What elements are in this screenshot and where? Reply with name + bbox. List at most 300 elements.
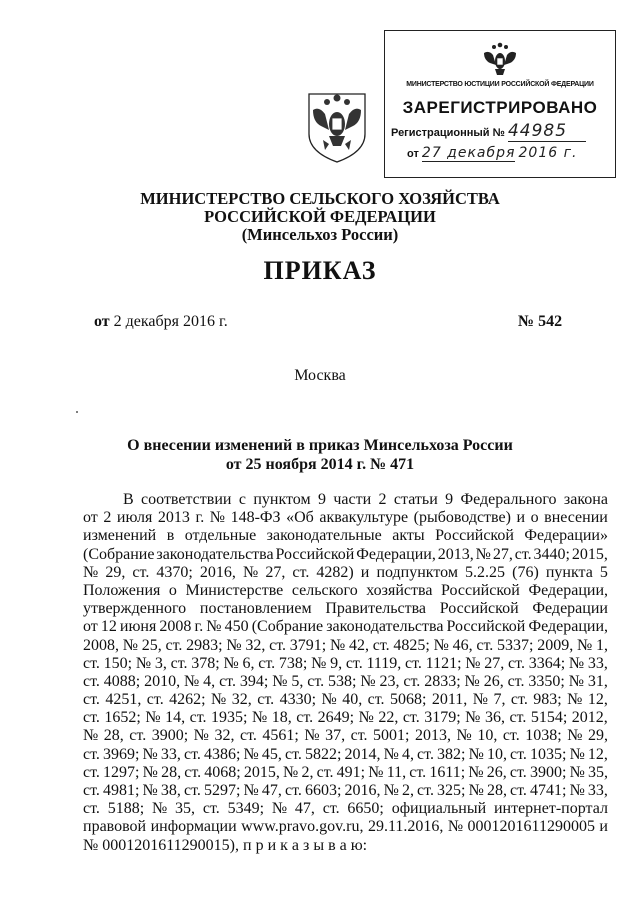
body-word: 2008 xyxy=(159,618,192,636)
body-word: ст. xyxy=(129,727,147,745)
body-word: 150; xyxy=(103,654,133,672)
body-line xyxy=(83,727,608,745)
stamp-date-handwritten: 27 декабря xyxy=(421,145,516,161)
body-word: ст. xyxy=(239,727,257,745)
body-word: 33, xyxy=(587,782,608,799)
body-word: № xyxy=(151,800,168,818)
body-word: ст. xyxy=(292,563,310,581)
body-line xyxy=(83,782,608,800)
body-word: 26, xyxy=(486,763,507,781)
body-word: 4561; xyxy=(262,727,299,745)
body-word: 26, xyxy=(483,672,504,690)
body-word: ст. xyxy=(372,636,390,654)
body-word: ст. xyxy=(83,800,100,818)
body-word: № xyxy=(184,672,200,690)
body-word: 5, xyxy=(291,672,304,690)
body-word: законодательства xyxy=(326,618,444,636)
body-word: ст. xyxy=(165,636,183,654)
body-word: ст. xyxy=(170,654,188,672)
body-word: внесении xyxy=(544,509,608,527)
body-word: 1, xyxy=(595,636,608,654)
body-word: ст. xyxy=(83,782,100,799)
body-word: 3364; xyxy=(528,654,566,672)
body-word: 42, xyxy=(348,636,369,654)
body-word: 4981; xyxy=(102,782,140,799)
body-line xyxy=(83,637,608,655)
body-word: о xyxy=(530,509,539,527)
body-word: Федерального xyxy=(460,491,557,508)
body-word: № xyxy=(145,709,161,727)
body-word: 394; xyxy=(239,672,269,690)
body-word: 33, xyxy=(160,745,181,763)
body-word: о xyxy=(168,581,177,599)
stamp-registered-label: ЗАРЕГИСТРИРОВАНО xyxy=(402,98,598,117)
body-word: соответствии xyxy=(141,491,232,508)
body-word: 2 xyxy=(378,491,387,508)
body-word: 0001201611290005 xyxy=(467,818,595,836)
body-word: 12, xyxy=(587,745,608,763)
body-word: 14, xyxy=(165,709,186,727)
body-word: отдельные xyxy=(184,527,257,545)
body-word: ст. xyxy=(258,654,276,672)
body-word: ст. xyxy=(269,636,287,654)
body-word: 2 xyxy=(103,509,112,527)
body-word: 10, xyxy=(486,745,507,763)
body-word: 28, xyxy=(161,763,182,781)
body-word: ст. xyxy=(83,672,100,690)
body-word: аквакультуре xyxy=(319,509,409,527)
body-word: 2013, xyxy=(437,545,474,563)
subject-line2: от 25 ноября 2014 г. № 471 xyxy=(225,456,415,473)
body-word: № xyxy=(223,654,239,672)
body-word: Российской xyxy=(446,618,526,636)
body-word: правовой xyxy=(83,818,147,836)
body-word: Российской xyxy=(441,581,520,599)
body-word: 3900; xyxy=(529,763,567,781)
body-word: ст. xyxy=(367,691,385,709)
body-word: № xyxy=(272,672,288,690)
body-word: утвержденного xyxy=(83,600,187,618)
body-word: (76) xyxy=(512,563,539,581)
body-word: 32, xyxy=(231,691,252,709)
body-word: изменений xyxy=(83,527,157,545)
body-word: № xyxy=(567,727,583,745)
body-word: г. xyxy=(195,509,205,527)
body-line xyxy=(83,546,608,564)
body-word: 33, xyxy=(587,654,608,672)
body-word: № xyxy=(83,563,99,581)
body-word: ст. xyxy=(508,654,525,672)
body-word: 983; xyxy=(533,691,562,709)
body-word: 4386; xyxy=(203,745,241,763)
body-word: в xyxy=(166,527,175,545)
body-word: ст. xyxy=(510,782,527,799)
body-word: 1652; xyxy=(104,709,141,727)
body-word: г. xyxy=(194,618,204,636)
body-word: и xyxy=(360,563,370,581)
body-word: № xyxy=(83,727,99,745)
body-word: 5.2.25 xyxy=(465,563,506,581)
body-line xyxy=(83,564,608,582)
body-word: 23, xyxy=(379,672,400,690)
body-word: № xyxy=(475,545,491,563)
body-word: № xyxy=(122,636,139,654)
body-word: 7, xyxy=(493,691,506,709)
body-word: № xyxy=(193,727,209,745)
body-word: ст. xyxy=(83,709,100,727)
city-label: Москва xyxy=(294,367,346,384)
body-word: 491; xyxy=(336,763,366,781)
body-word: от xyxy=(83,509,98,527)
body-word: Российской xyxy=(435,527,514,545)
body-word: 35, xyxy=(587,763,608,781)
body-word: 12 xyxy=(100,618,117,636)
body-word: 1038; xyxy=(525,727,562,745)
body-line xyxy=(83,691,608,709)
body-word: 4, xyxy=(401,745,414,763)
order-date-value: 2 декабря 2016 г. xyxy=(113,313,228,330)
body-word: № xyxy=(468,745,484,763)
body-line xyxy=(83,746,608,764)
body-word: ст. xyxy=(510,745,527,763)
body-word: Федерации, xyxy=(528,581,608,599)
body-line xyxy=(83,582,608,600)
body-word: 4262; xyxy=(169,691,206,709)
body-word: № xyxy=(568,654,585,672)
stamp-registration-line xyxy=(391,121,586,142)
order-date-prefix: от xyxy=(94,313,110,330)
body-word: 2649; xyxy=(317,709,355,727)
ministry-short-name: (Минсельхоз России) xyxy=(241,225,399,244)
body-word: ст. xyxy=(184,763,202,781)
body-word: 3791; xyxy=(289,636,327,654)
body-word: 29, xyxy=(105,563,126,581)
body-line xyxy=(83,491,608,509)
body-word: 2016, xyxy=(344,782,381,799)
body-word: 2012, xyxy=(571,709,608,727)
stamp-date-line xyxy=(407,145,577,162)
body-word: № xyxy=(211,691,227,709)
body-word: ст. xyxy=(83,745,100,763)
body-word: 2009, xyxy=(537,636,574,654)
body-word: № xyxy=(142,745,158,763)
body-word: № xyxy=(209,509,226,527)
body-word: 2015, xyxy=(243,763,280,781)
body-word: 9 xyxy=(317,491,326,508)
order-body-text xyxy=(83,491,608,855)
body-word: № xyxy=(465,654,481,672)
body-word: 1119, xyxy=(366,654,402,672)
body-word: 40, xyxy=(342,691,363,709)
body-word: ст. xyxy=(83,763,100,781)
body-word: ст. xyxy=(350,727,368,745)
body-word: ст. xyxy=(284,745,302,763)
body-word: 18, xyxy=(271,709,292,727)
body-word: № xyxy=(243,563,259,581)
body-word: 325; xyxy=(437,782,466,799)
body-word: № xyxy=(226,636,242,654)
body-word: 4251, xyxy=(105,691,142,709)
body-word: 29, xyxy=(587,727,608,745)
body-word: ст. xyxy=(257,691,275,709)
order-number: № 542 xyxy=(518,313,563,330)
body-word: № xyxy=(456,727,472,745)
body-word: 1121; xyxy=(425,654,462,672)
body-word: (рыбоводстве) xyxy=(413,509,511,527)
body-word: с xyxy=(238,491,246,508)
body-word: 22, xyxy=(378,709,399,727)
body-word: хозяйства xyxy=(366,581,433,599)
body-word: 2016, xyxy=(199,563,236,581)
body-word: № xyxy=(271,800,288,818)
body-word: 28, xyxy=(486,782,507,799)
body-line xyxy=(83,800,608,818)
body-word: ст. xyxy=(405,654,422,672)
body-word: 3350; xyxy=(528,672,565,690)
body-word: 3440; xyxy=(533,545,570,563)
body-word: № xyxy=(464,672,480,690)
body-word: и xyxy=(599,818,608,836)
body-word: 27, xyxy=(484,654,505,672)
body-word: № xyxy=(567,691,583,709)
body-word: 3900; xyxy=(151,727,189,745)
body-word: № xyxy=(383,782,399,799)
body-word: 3, xyxy=(154,654,167,672)
stamp-date-prefix: от xyxy=(407,148,419,160)
body-line xyxy=(83,764,608,782)
body-word: № xyxy=(304,727,320,745)
body-word: Российской xyxy=(439,600,519,618)
body-word: № xyxy=(321,691,337,709)
body-word: 2013, xyxy=(415,727,452,745)
ministry-name-line2: РОССИЙСКОЙ ФЕДЕРАЦИИ xyxy=(204,207,436,226)
body-word: 37, xyxy=(325,727,346,745)
body-word: № xyxy=(329,636,346,654)
body-word: 9, xyxy=(330,654,343,672)
stamp-registration-label: Регистрационный № xyxy=(391,127,505,139)
body-line xyxy=(83,618,608,636)
speck-mark xyxy=(76,411,78,413)
body-word: 4282) xyxy=(316,563,354,581)
body-word: В xyxy=(123,491,134,508)
body-word: Федерации» xyxy=(524,527,608,545)
body-word: № xyxy=(135,654,152,672)
body-word: ст. xyxy=(307,672,325,690)
body-word: 25, xyxy=(141,636,162,654)
body-word: № xyxy=(243,782,259,799)
body-line xyxy=(83,600,608,618)
body-word: 29.11.2016, xyxy=(367,818,444,836)
body-word: официальный xyxy=(391,800,487,818)
body-word: 10, xyxy=(477,727,498,745)
body-word: № xyxy=(433,636,449,654)
body-word: № xyxy=(468,782,484,799)
body-word: ст. xyxy=(189,709,207,727)
body-word: 4068; xyxy=(204,763,241,781)
body-word: 5068; xyxy=(389,691,427,709)
body-word: ст. xyxy=(476,636,494,654)
body-word: Министерстве xyxy=(185,581,284,599)
body-line xyxy=(83,509,608,527)
body-word: части xyxy=(333,491,372,508)
stamp-registration-number: 44985 xyxy=(508,121,586,142)
document-type-title: ПРИКАЗ xyxy=(263,256,377,285)
body-word: Федерации, xyxy=(528,618,608,636)
body-word: № xyxy=(465,709,481,727)
body-word: ст. xyxy=(417,745,434,763)
body-word: 5297; xyxy=(203,782,241,799)
body-word: 2, xyxy=(401,782,414,799)
body-word: 378; xyxy=(191,654,220,672)
body-word: Федерации xyxy=(532,600,608,618)
body-word: ст. xyxy=(403,672,421,690)
body-word: ст. xyxy=(509,709,527,727)
body-word: информации xyxy=(150,818,237,836)
body-word: 2015, xyxy=(571,545,608,563)
body-word: 47, xyxy=(261,782,282,799)
body-word: 9 xyxy=(445,491,454,508)
body-word: ст. xyxy=(146,691,164,709)
body-word: 31, xyxy=(587,672,608,690)
body-word: 11, xyxy=(386,763,407,781)
body-word: 1035; xyxy=(530,745,567,763)
body-word: ст. xyxy=(219,672,236,690)
body-word: № 0001201611290015), п р и к а з ы в а ю: xyxy=(83,836,368,854)
body-word: закона xyxy=(563,491,608,508)
body-word: № xyxy=(472,691,489,709)
body-word: 46, xyxy=(452,636,473,654)
body-word: 5001; xyxy=(373,727,410,745)
body-word: ст. xyxy=(83,691,100,709)
body-word: 35, xyxy=(175,800,196,818)
stamp-ministry-label: МИНИСТЕРСТВО ЮСТИЦИИ РОССИЙСКОЙ ФЕДЕРАЦИИ xyxy=(406,81,594,88)
body-word: законодательные xyxy=(266,527,382,545)
subject-line1: О внесении изменений в приказ Минсельхоза России xyxy=(127,437,513,454)
body-word: № xyxy=(358,709,374,727)
body-line xyxy=(83,527,608,545)
body-word: 38, xyxy=(160,782,181,799)
body-word: пункта xyxy=(545,563,593,581)
body-word: ст. xyxy=(183,745,201,763)
body-word: июня xyxy=(119,618,157,636)
order-date xyxy=(94,313,228,331)
body-word: интернет-портал xyxy=(493,800,608,818)
body-word: ст. xyxy=(202,800,220,818)
body-word: подпунктом xyxy=(376,563,458,581)
body-word: ст. xyxy=(132,563,150,581)
body-word: 2010, xyxy=(144,672,181,690)
body-word: 2833; xyxy=(424,672,461,690)
body-word: ст. xyxy=(83,654,100,672)
body-word: 27, xyxy=(265,563,286,581)
body-word: статьи xyxy=(393,491,438,508)
body-word: ст. xyxy=(417,782,434,799)
body-word: 538; xyxy=(328,672,357,690)
body-word: 2008, xyxy=(83,636,119,654)
body-word: 4741; xyxy=(530,782,567,799)
body-word: 36, xyxy=(484,709,505,727)
body-word: 1297; xyxy=(103,763,140,781)
body-word: 148-ФЗ xyxy=(230,509,281,527)
body-word: ст. xyxy=(296,709,314,727)
body-word: «Об xyxy=(286,509,314,527)
body-word: 27, xyxy=(492,545,513,563)
body-word: пунктом xyxy=(253,491,311,508)
body-word: ст. xyxy=(409,763,427,781)
body-line xyxy=(83,709,608,727)
body-word: № xyxy=(447,818,464,836)
ministry-name-line1: МИНИСТЕРСТВО СЕЛЬСКОГО ХОЗЯЙСТВА xyxy=(140,189,500,208)
body-word: 3969; xyxy=(102,745,140,763)
body-word: № xyxy=(251,709,268,727)
body-word: ст. xyxy=(284,782,302,799)
body-word: 32, xyxy=(214,727,235,745)
body-word: 2013 xyxy=(157,509,190,527)
body-word: № xyxy=(206,618,222,636)
body-word: № xyxy=(383,745,399,763)
body-word: Положения xyxy=(83,581,161,599)
body-word: от xyxy=(83,618,98,636)
body-word: Российской xyxy=(275,545,355,563)
body-word: 6650; xyxy=(347,800,384,818)
stamp-date-year: 2016 г. xyxy=(518,145,578,161)
body-word: № xyxy=(569,763,585,781)
body-word: 6, xyxy=(242,654,255,672)
body-word: 3179; xyxy=(424,709,461,727)
body-word: ст. xyxy=(510,691,528,709)
body-word: Правительства xyxy=(325,600,427,618)
body-word: № xyxy=(576,636,593,654)
body-word: (Собрание xyxy=(83,545,155,563)
body-word: ст. xyxy=(514,545,532,563)
body-line xyxy=(83,837,608,855)
body-word: 450 xyxy=(224,618,249,636)
body-word: № xyxy=(142,782,158,799)
body-word: № xyxy=(569,782,585,799)
body-word: ст. xyxy=(502,727,520,745)
coat-of-arms-emblem xyxy=(301,86,373,164)
body-word: июля xyxy=(116,509,153,527)
body-word: 738; xyxy=(278,654,308,672)
body-word: № xyxy=(569,745,585,763)
body-word: 4, xyxy=(203,672,216,690)
body-word: № xyxy=(283,763,299,781)
stamp-emblem xyxy=(481,41,519,79)
body-word: 45, xyxy=(261,745,282,763)
body-word: 382; xyxy=(437,745,466,763)
body-word: 4825; xyxy=(393,636,430,654)
body-word: 1935; xyxy=(211,709,248,727)
body-word: 5 xyxy=(599,563,608,581)
body-word: 6603; xyxy=(304,782,342,799)
body-line xyxy=(83,673,608,691)
body-word: № xyxy=(243,745,259,763)
body-word: № xyxy=(368,763,384,781)
body-word: акты xyxy=(392,527,425,545)
body-word: www.pravo.gov.ru, xyxy=(241,818,364,836)
body-word: 5188; xyxy=(107,800,145,818)
body-word: 2, xyxy=(301,763,314,781)
body-word: постановлением xyxy=(199,600,312,618)
body-word: законодательства xyxy=(156,545,274,563)
body-word: ст. xyxy=(507,672,525,690)
body-word: ст. xyxy=(402,709,420,727)
body-word: 5337; xyxy=(496,636,534,654)
body-word: № xyxy=(142,763,158,781)
body-word: № xyxy=(568,672,584,690)
registration-stamp xyxy=(384,30,616,178)
body-word: ст. xyxy=(322,800,340,818)
